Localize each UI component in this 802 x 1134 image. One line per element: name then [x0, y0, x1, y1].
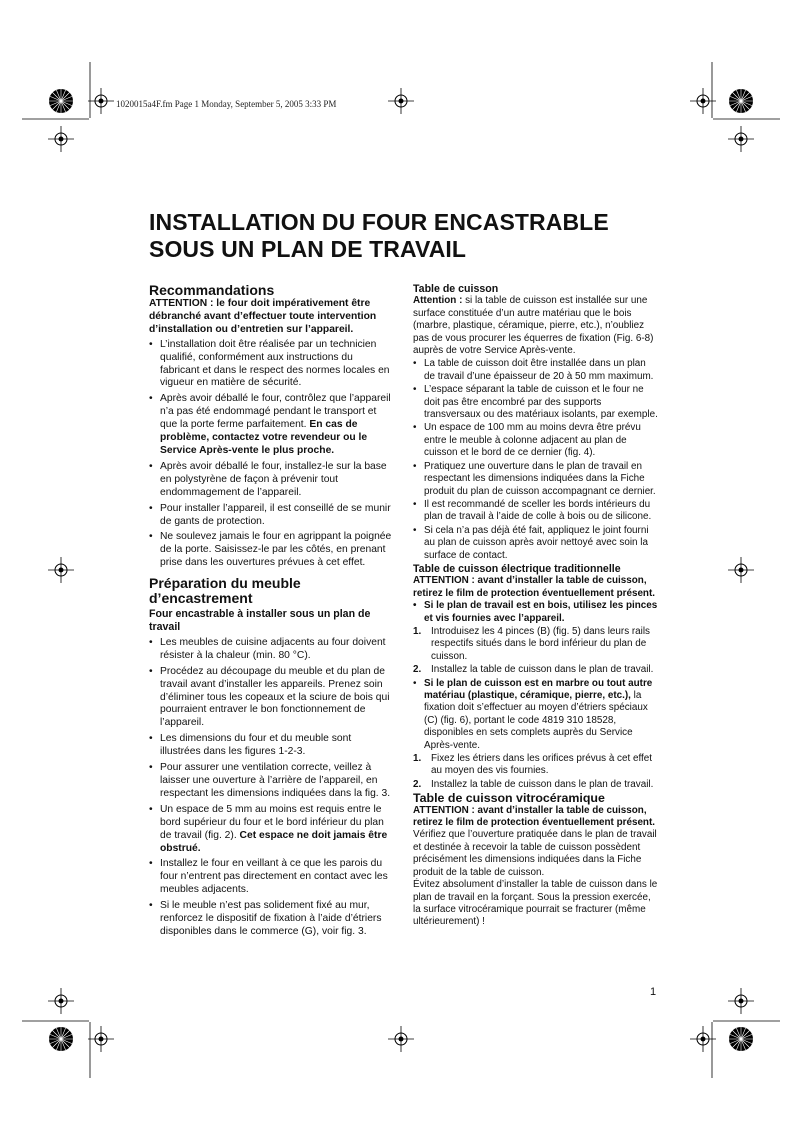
list-item	[149, 461, 392, 500]
step-text: Installez la table de cuisson dans le plan de travail.	[431, 778, 654, 790]
section-heading-vitroceramique: Table de cuisson vitrocéramique	[413, 791, 605, 806]
step-number: 1.	[413, 625, 422, 637]
list-item-text: la fixation doit s’effectuer au moyen d’étriers spéciaux (C) (fig. 6), portant le code 4819 310 18528, disponibles en sets complets auprès du Service Après-vente.	[424, 690, 648, 751]
list-item	[413, 358, 659, 383]
bois-bullet-list	[413, 600, 659, 625]
list-item-text: Procédez au découpage du meuble et du plan de travail avant d’installer les appareils. Prenez soin d’éliminer tous les copeaux et la sciure de bois qui pourraient entraver le bon fonctionnement de l’appareil.	[160, 665, 390, 729]
list-item	[413, 461, 659, 498]
step-number: 1.	[413, 753, 422, 765]
list-item-text: Pour assurer une ventilation correcte, veillez à laisser une ouverture à l’arrière de l’appareil, en respectant les dimensions indiquées dans la fig. 3.	[160, 762, 391, 799]
list-item-text: Après avoir déballé le four, installez-le sur la base en polystyrène de façon à prévenir tout endommagement de l’appareil.	[160, 460, 387, 498]
list-item	[149, 900, 392, 939]
list-item-text: Les meubles de cuisine adjacents au four doivent résister à la chaleur (min. 80 °C).	[160, 636, 386, 661]
list-item-text: L’espace séparant la table de cuisson et le four ne doit pas être encombré par des supports transversaux ou des matériaux isolants, par exemple.	[424, 384, 658, 421]
vitro-paragraph-1: Vérifiez que l’ouverture pratiquée dans le plan de travail et destinée à recevoir la table de cuisson possèdent précisément les dimensions indiquées dans la Fiche produit de la table de cuisson.	[413, 829, 657, 878]
attention-label: Attention :	[413, 295, 466, 307]
step-text: Installez la table de cuisson dans le plan de travail.	[431, 664, 654, 676]
marbre-bullet-list	[413, 678, 659, 752]
list-item-emphasis: Cet espace ne doit jamais être obstrué.	[160, 829, 388, 854]
file-slug: 1020015a4F.fm Page 1 Monday, September 5, 2005 3:33 PM	[116, 99, 337, 109]
list-item	[149, 393, 392, 458]
list-item	[413, 600, 659, 625]
step-item	[413, 626, 659, 663]
vitro-paragraph-2: Évitez absolument d’installer la table de cuisson dans le plan de travail en la forçant. Sous la pression exercée, la surface vitrocéramique pourrait se fracturer (même ultérieurement) !	[413, 879, 658, 928]
list-item	[149, 858, 392, 897]
list-item	[413, 499, 659, 524]
list-item	[413, 384, 659, 421]
page-title-line-2: SOUS UN PLAN DE TRAVAIL	[149, 236, 467, 262]
step-item	[413, 753, 659, 778]
list-item	[149, 339, 392, 391]
page-number: 1	[650, 986, 657, 998]
list-item-text: Un espace de 100 mm au moins devra être prévu entre le meuble à colonne adjacent au plan de cuisson et le bord de ce dernier (fig. 4).	[424, 422, 641, 459]
list-item	[149, 762, 392, 801]
list-item-text: Pratiquez une ouverture dans le plan de travail en respectant les dimensions indiquées dans la Fiche produit du plan de cuisson accompagnant ce dernier.	[424, 460, 656, 497]
list-item-text: Ne soulevez jamais le four en agrippant la poignée de la porte. Saisissez-le par les côtés, en prenant prise dans les ouvertures prévues à cet effet.	[160, 531, 392, 569]
list-item	[149, 666, 392, 731]
step-text: Fixez les étriers dans les orifices prévus à cet effet au moyen des vis fournies.	[431, 753, 653, 777]
step-number: 2.	[413, 664, 422, 676]
list-item	[149, 733, 392, 759]
list-item	[149, 503, 392, 529]
list-item-text: Un espace de 5 mm au moins est requis entre le bord supérieur du four et le bord inférieur du plan de travail (fig. 2).	[160, 803, 384, 841]
recommandations-list	[149, 339, 392, 570]
marbre-steps	[413, 753, 659, 791]
step-number: 2.	[413, 778, 422, 790]
attention-paragraph	[413, 295, 659, 357]
warning-film-electrique: ATTENTION : avant d’installer la table de cuisson, retirez le film de protection éventuellement présent.	[413, 575, 656, 599]
list-item	[413, 422, 659, 459]
warning-unplug: ATTENTION : le four doit impérativement être débranché avant d’effectuer toute intervention d’installation ou d’entretien sur l’appareil.	[149, 298, 377, 335]
right-column	[413, 283, 659, 929]
list-item	[413, 525, 659, 562]
preparation-list	[149, 637, 392, 939]
list-item-emphasis: En cas de problème, contactez votre revendeur ou le Service Après-vente le plus proche.	[160, 419, 368, 456]
page-title-line-1: INSTALLATION DU FOUR ENCASTRABLE	[149, 209, 609, 235]
section-heading-table-de-cuisson: Table de cuisson	[413, 283, 499, 295]
list-item-text: La table de cuisson doit être installée dans un plan de travail d’une épaisseur de 20 à 50 mm maximum.	[424, 358, 654, 382]
list-item-text: Installez le four en veillant à ce que les parois du four n’entrent pas directement en contact avec les meubles adjacents.	[160, 858, 388, 896]
step-item	[413, 664, 659, 676]
subheading-four-encastrable: Four encastrable à installer sous un plan de travail	[149, 608, 371, 633]
list-item-emphasis: Si le plan de cuisson est en marbre ou tout autre matériau (plastique, céramique, pierre, etc.),	[424, 677, 653, 701]
list-item-text: Il est recommandé de sceller les bords intérieurs du plan de travail à l’aide de colle à bois ou de silicone.	[424, 498, 652, 523]
list-item-text: Si cela n’a pas déjà été fait, appliquez le joint fourni au plan de cuisson après avoir nettoyé avec soin la surface de contact.	[424, 524, 649, 561]
list-item-text: Pour installer l’appareil, il est conseillé de se munir de gants de protection.	[160, 502, 391, 527]
list-item	[149, 531, 392, 570]
list-item-text: Les dimensions du four et du meuble sont illustrées dans les figures 1-2-3.	[160, 733, 352, 758]
list-item-text: Si le plan de travail est en bois, utilisez les pinces et vis fournies avec l’appareil.	[424, 600, 658, 624]
table-list	[413, 358, 659, 562]
left-column	[149, 283, 392, 942]
page-title	[149, 209, 669, 263]
list-item-text: Après avoir déballé le four, contrôlez que l’appareil n’a pas été endommagé pendant le transport et que la porte ferme parfaitement.	[160, 393, 391, 431]
list-item	[149, 804, 392, 856]
section-heading-recommandations: Recommandations	[149, 282, 275, 298]
section-heading-electrique: Table de cuisson électrique traditionnelle	[413, 562, 621, 575]
section-heading-preparation: Préparation du meuble d’encastrement	[149, 575, 301, 607]
list-item	[149, 637, 392, 663]
attention-text: si la table de cuisson est installée sur une surface constituée d’un autre matériau que le bois (marbre, plastique, céramique, pierre, etc.), n’oubliez pas de vous procurer les équerres de fixation (Fig. 6-8) auprès de votre Service Après-vente.	[413, 295, 654, 357]
step-item	[413, 779, 659, 791]
step-text: Introduisez les 4 pinces (B) (fig. 5) dans leurs rails respectifs situés dans le bord inférieur du plan de cuisson.	[431, 625, 650, 662]
list-item-text: Si le meuble n’est pas solidement fixé au mur, renforcez le dispositif de fixation à l’aide d’étriers disponibles dans le commerce (G), voir fig. 3.	[160, 900, 382, 937]
warning-film-vitro: ATTENTION : avant d’installer la table de cuisson, retirez le film de protection éventuellement présent.	[413, 804, 656, 829]
bois-steps	[413, 626, 659, 677]
list-item	[413, 678, 659, 752]
list-item-text: L’installation doit être réalisée par un technicien qualifié, conformément aux instructions du fabricant et dans le respect des normes locales en vigueur en matière de sécurité.	[160, 338, 390, 389]
